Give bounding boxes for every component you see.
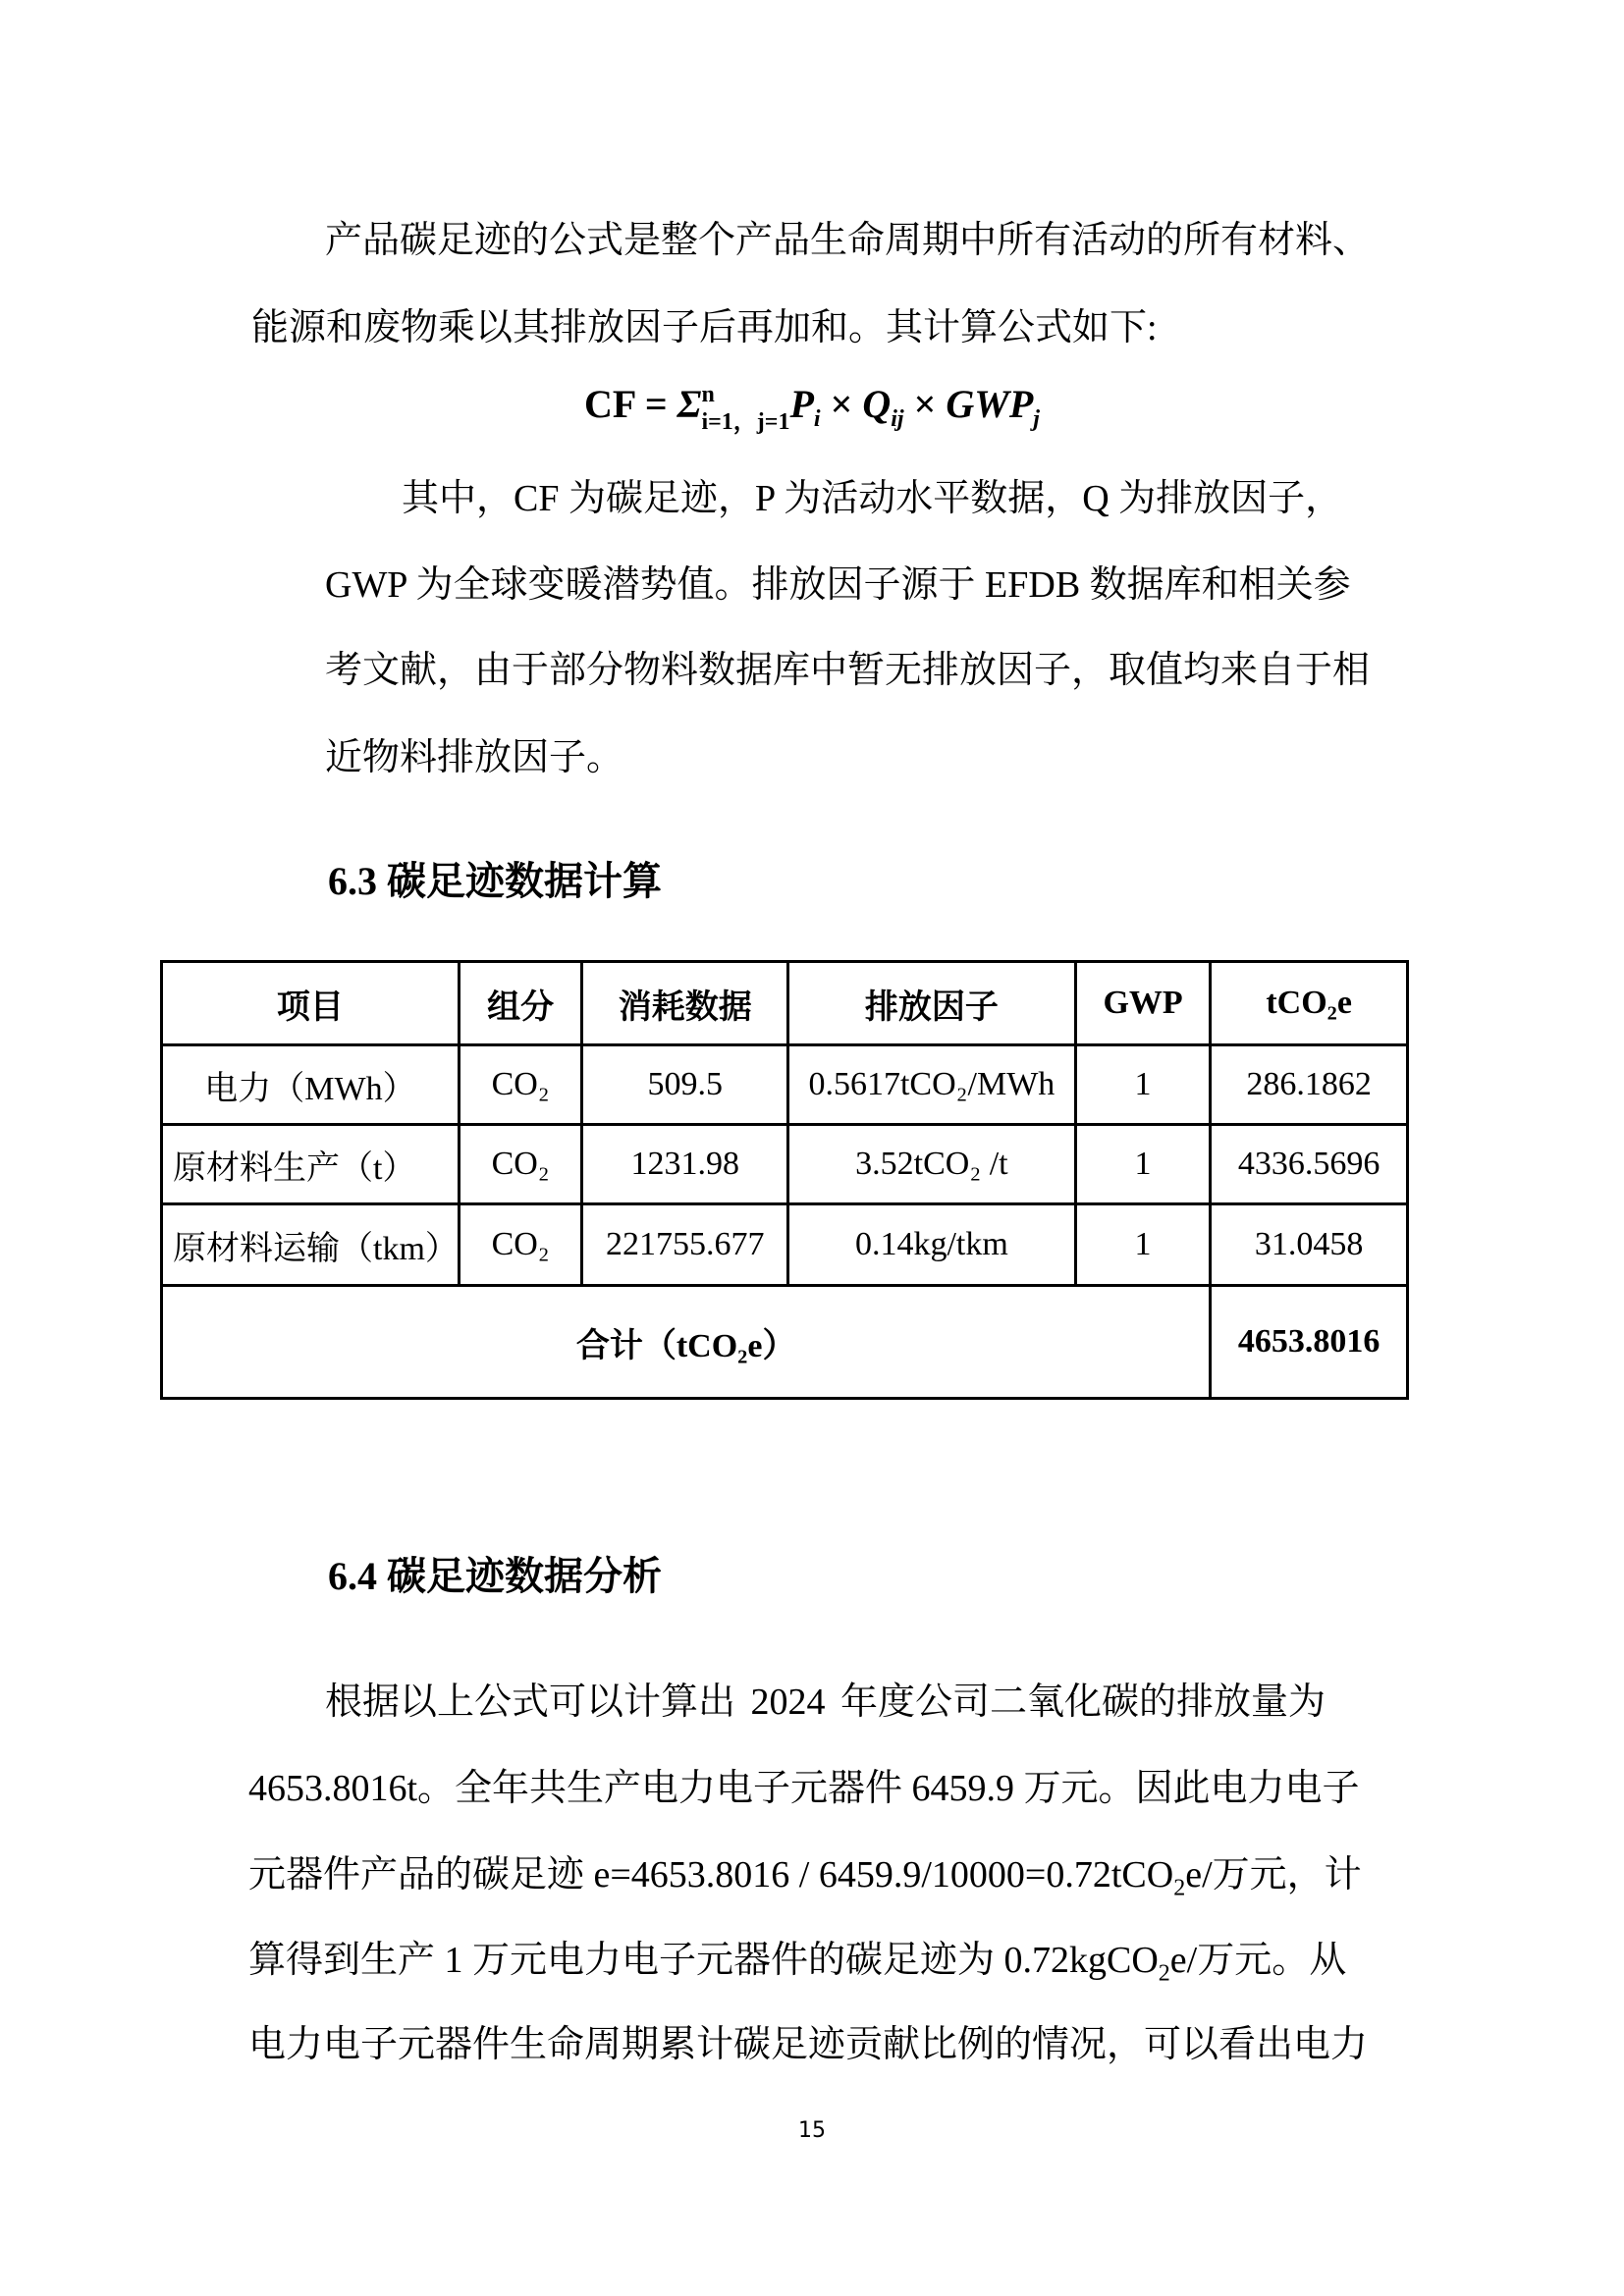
text-run: 元器件产品的碳足迹 e=4653.8016 / 6459.9/10000=0.72tCO <box>248 1854 1174 1896</box>
table-row <box>162 1204 1408 1286</box>
formula-times: × <box>903 382 947 426</box>
formula-gwp: GWP <box>946 382 1034 426</box>
formula-sub: i=1，j=1 <box>701 408 790 435</box>
total-label: 合计（tCO₂e） <box>162 1286 1211 1399</box>
page-number: 15 <box>798 2118 826 2143</box>
paragraph-line: 能源和废物乘以其排放因子后再加和。其计算公式如下: <box>251 307 1158 348</box>
paragraph-line: 其中，CF 为碳足迹，P 为活动水平数据，Q 为排放因子， <box>402 478 1343 519</box>
table-row <box>162 1125 1408 1204</box>
paragraph-line: 考文献，由于部分物料数据库中暂无排放因子，取值均来自于相 <box>325 650 1371 691</box>
paragraph-line: 电力电子元器件生命周期累计碳足迹贡献比例的情况，可以看出电力 <box>248 2024 1369 2065</box>
formula-p-sub: i <box>813 406 821 432</box>
paragraph-line: 产品碳足迹的公式是整个产品生命周期中所有活动的所有材料、 <box>325 220 1371 261</box>
cell-tco2e: 286.1862 <box>1211 1045 1408 1125</box>
cell-consumption: 1231.98 <box>582 1125 788 1204</box>
carbon-footprint-formula <box>0 375 1624 449</box>
carbon-footprint-table <box>160 960 1409 1400</box>
section-heading-6-3: 6.3 碳足迹数据计算 <box>328 859 662 903</box>
cell-item: 电力（MWh） <box>162 1045 460 1125</box>
paragraph-line: 近物料排放因子。 <box>325 737 624 778</box>
formula-p: P <box>789 382 814 426</box>
formula-lhs: CF = <box>584 382 677 426</box>
paragraph-line: GWP 为全球变暖潜势值。排放因子源于 EFDB 数据库和相关参 <box>325 564 1351 606</box>
total-value: 4653.8016 <box>1211 1286 1408 1399</box>
cell-gwp: 1 <box>1075 1045 1211 1125</box>
cell-gwp: 1 <box>1075 1204 1211 1286</box>
text-run: e/万元。从 <box>1169 1940 1347 1981</box>
formula-times: × <box>820 382 863 426</box>
subscript: 2 <box>1158 1960 1170 1987</box>
formula-q-sub: ij <box>891 406 904 432</box>
cell-component: CO₂ <box>459 1045 582 1125</box>
cell-emission-factor: 3.52tCO₂ /t <box>788 1125 1076 1204</box>
cell-item: 原材料运输（tkm） <box>162 1204 460 1286</box>
cell-tco2e: 31.0458 <box>1211 1204 1408 1286</box>
paragraph-line <box>248 1937 1346 1998</box>
formula-q: Q <box>862 382 892 426</box>
paragraph-line <box>248 1851 1362 1912</box>
header-item: 项目 <box>162 962 460 1045</box>
paragraph-line: 4653.8016t。全年共生产电力电子元器件 6459.9 万元。因此电力电子 <box>248 1768 1360 1809</box>
formula-sup: n <box>701 381 715 407</box>
cell-component: CO₂ <box>459 1204 582 1286</box>
cell-consumption: 221755.677 <box>582 1204 788 1286</box>
formula-sigma: Σ <box>677 382 702 426</box>
text-run: 算得到生产 1 万元电力电子元器件的碳足迹为 0.72kgCO <box>248 1940 1159 1981</box>
cell-tco2e: 4336.5696 <box>1211 1125 1408 1204</box>
cell-emission-factor: 0.5617tCO₂/MWh <box>788 1045 1076 1125</box>
section-heading-6-4: 6.4 碳足迹数据分析 <box>328 1554 662 1598</box>
subscript: 2 <box>1173 1875 1186 1901</box>
cell-gwp: 1 <box>1075 1125 1211 1204</box>
cell-component: CO₂ <box>459 1125 582 1204</box>
header-component: 组分 <box>459 962 582 1045</box>
header-tco2e: tCO₂e <box>1211 962 1408 1045</box>
header-consumption: 消耗数据 <box>582 962 788 1045</box>
cell-consumption: 509.5 <box>582 1045 788 1125</box>
text-run: e/万元，计 <box>1185 1854 1362 1896</box>
cell-emission-factor: 0.14kg/tkm <box>788 1204 1076 1286</box>
table-header-row <box>162 962 1408 1045</box>
cell-item: 原材料生产（t） <box>162 1125 460 1204</box>
paragraph-line: 根据以上公式可以计算出 2024 年度公司二氧化碳的排放量为 <box>325 1682 1326 1723</box>
header-gwp: GWP <box>1075 962 1211 1045</box>
formula-gwp-sub: j <box>1033 406 1040 432</box>
header-emission-factor: 排放因子 <box>788 962 1076 1045</box>
table-total-row <box>162 1286 1408 1399</box>
table-row <box>162 1045 1408 1125</box>
